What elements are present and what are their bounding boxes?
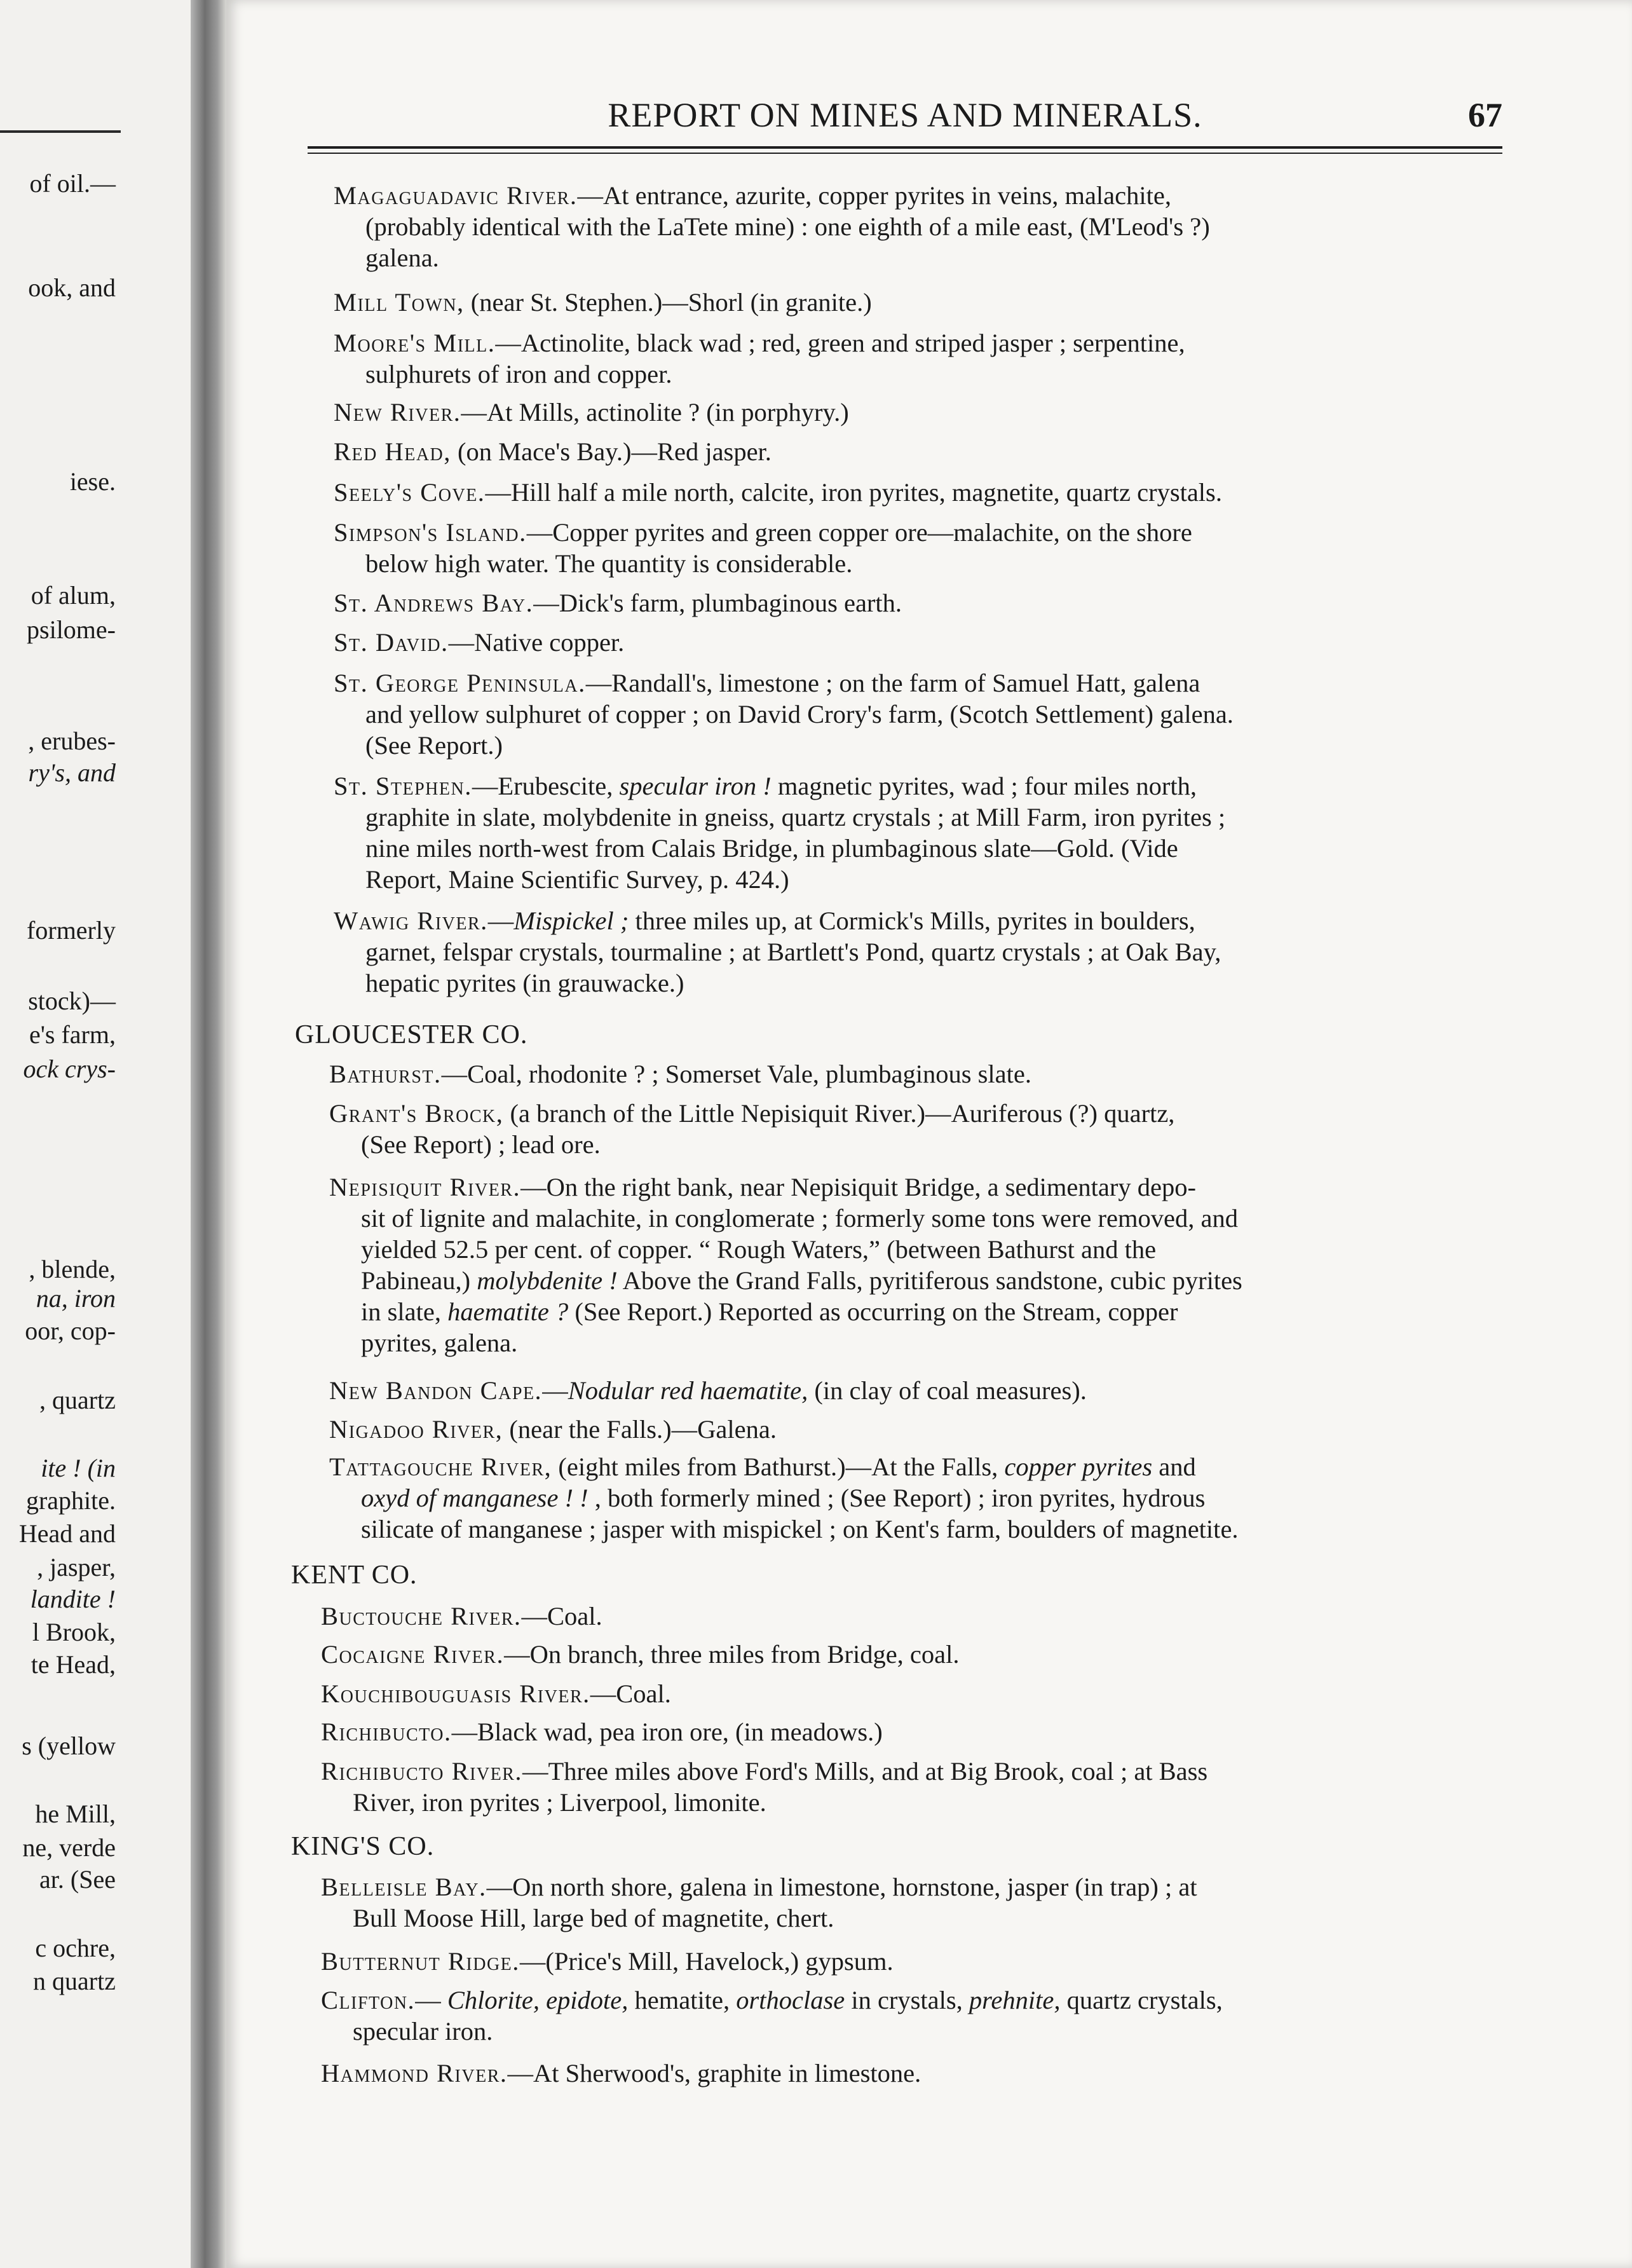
entry-line [321,1716,883,1747]
facing-page-line: s (yellow [22,1732,116,1760]
entry-text: Bull Moose Hill, large bed of magnetite, chert. [353,1904,834,1932]
locality-name: Red Head, [334,437,451,466]
locality-name: Magaguadavic River. [334,181,578,210]
entry-line [334,242,1210,273]
facing-page-line: Head and [18,1519,116,1548]
facing-page-line: ook, and [28,273,116,302]
entry-text: (on Mace's Bay.)—Red jasper. [451,437,772,466]
entry-line [334,436,772,467]
facing-page-line: ry's, and [28,758,116,787]
entry-text: and yellow sulphuret of copper ; on David Crory's farm, (Scotch Settlement) galena. [365,700,1234,728]
locality-entry [334,327,1185,390]
entry-text: Pabineau,) [361,1266,477,1295]
entry-line [321,1946,894,1977]
locality-name: New River. [334,398,461,427]
entry-line [334,864,1225,895]
county-heading: KENT CO. [291,1561,418,1590]
locality-entry [334,627,624,658]
facing-page-line: of oil.— [29,169,116,198]
locality-entry [321,1678,671,1709]
entry-text: quartz crystals, [1060,1986,1223,2014]
entry-line [334,587,902,618]
locality-name: Bathurst. [329,1060,442,1088]
facing-page-line: c ochre, [35,1934,116,1962]
entry-text: —Native copper. [448,628,625,657]
locality-entry [334,287,872,318]
entry-line [321,1787,1207,1818]
entry-line [329,1414,777,1445]
entry-text: —On the right bank, near Nepisiquit Bridge, a sedimentary depo- [520,1173,1196,1201]
italic-mineral-text: Mispickel ; [513,906,629,935]
entry-line [329,1203,1242,1234]
locality-entry [334,587,902,618]
entry-text: —At Mills, actinolite ? (in porphyry.) [461,398,849,427]
facing-page-line: he Mill, [35,1800,116,1828]
locality-name: New Bandon Cape. [329,1376,543,1405]
locality-entry [334,180,1210,273]
italic-mineral-text: molybdenite ! [477,1266,618,1295]
entry-line [334,517,1192,548]
entry-text: —At Sherwood's, graphite in limestone. [507,2059,921,2087]
entry-line [334,936,1221,967]
locality-entry [334,477,1222,508]
entry-text: galena. [365,243,439,272]
entry-text: — [487,906,514,935]
entry-text: sit of lignite and malachite, in conglomerate ; formerly some tons were removed, and [361,1204,1238,1233]
locality-entry [321,1871,1197,1934]
entry-text: (near St. Stephen.)—Shorl (in granite.) [464,288,872,317]
locality-entry [329,1375,1087,1406]
locality-name: Kouchibouguasis River. [321,1679,590,1708]
locality-entry [329,1414,777,1445]
locality-name: Wawig River. [334,906,488,935]
facing-page-line: l Brook, [32,1618,116,1646]
entry-text: sulphurets of iron and copper. [365,360,672,388]
entry-text: —Hill half a mile north, calcite, iron pyrites, magnetite, quartz crystals. [485,478,1222,507]
locality-name: Clifton. [321,1986,416,2014]
locality-name: St. Stephen. [334,772,472,800]
facing-page-line: psilome- [27,615,116,644]
entry-line [334,180,1210,211]
county-heading: KING'S CO. [291,1832,435,1861]
entry-text: —Actinolite, black wad ; red, green and striped jasper ; serpentine, [495,329,1185,357]
facing-page-line: stock)— [28,987,116,1015]
entry-line [334,548,1192,579]
facing-page-line: , jasper, [37,1553,116,1581]
entry-text: graphite in slate, molybdenite in gneiss, quartz crystals ; at Mill Farm, iron pyrites ; [365,803,1226,831]
page-number: 67 [1468,96,1502,134]
entry-text: (eight miles from Bathurst.)—At the Falls, [552,1452,1005,1481]
entry-line [334,699,1234,730]
facing-page-line: , quartz [39,1386,116,1414]
entry-line [329,1451,1239,1482]
locality-name: Nepisiquit River. [329,1173,521,1201]
entry-text: River, iron pyrites ; Liverpool, limonite. [353,1788,766,1817]
facing-page-line: iese. [69,467,116,496]
entry-line [334,802,1225,833]
entry-line [334,905,1221,936]
entry-line [334,477,1222,508]
entry-text: hematite, [628,1986,737,2014]
facing-page-line: , blende, [29,1255,116,1283]
entry-line [329,1375,1087,1406]
entry-text: (probably identical with the LaTete mine) : one eighth of a mile east, (M'Leod's ?) [365,212,1210,241]
entry-text: three miles up, at Cormick's Mills, pyrites in boulders, [629,906,1195,935]
entry-line [334,967,1221,999]
locality-entry [334,770,1225,895]
locality-entry [321,1756,1207,1818]
locality-name: Belleisle Bay. [321,1873,487,1901]
locality-entry [321,1946,894,1977]
entry-text: hepatic pyrites (in grauwacke.) [365,969,684,997]
entry-text: —On north shore, galena in limestone, hornstone, jasper (in trap) ; at [486,1873,1197,1901]
entry-line [329,1058,1031,1090]
entry-text: —On branch, three miles from Bridge, coal. [504,1640,960,1669]
entry-line [321,1756,1207,1787]
entry-text: —Coal, rhodonite ? ; Somerset Vale, plumbaginous slate. [441,1060,1032,1088]
entry-text: (See Report) ; lead ore. [361,1130,601,1159]
locality-entry [321,1601,602,1632]
facing-page-line: ock crys- [23,1055,116,1083]
entry-text: in crystals, [845,1986,969,2014]
locality-name: Nigadoo River, [329,1415,503,1444]
locality-name: Hammond River. [321,2059,508,2087]
entry-line [321,1678,671,1709]
locality-entry [329,1172,1242,1358]
entry-line [321,2016,1223,2047]
facing-page-line: graphite. [25,1486,116,1515]
locality-name: Grant's Brock, [329,1099,504,1128]
locality-name: Tattagouche River, [329,1452,552,1481]
locality-name: Buctouche River. [321,1602,522,1630]
entry-line [329,1265,1242,1296]
facing-page-line: te Head, [31,1650,116,1679]
entry-text: —Copper pyrites and green copper ore—malachite, on the shore [526,518,1192,547]
entry-text: — [415,1986,447,2014]
italic-mineral-text: Chlorite, epidote, [447,1986,629,2014]
entry-text: in slate, [361,1297,448,1326]
locality-entry [334,517,1192,579]
entry-line [334,359,1185,390]
entry-text: —Coal. [590,1679,671,1708]
facing-page-line: oor, cop- [25,1316,116,1345]
locality-entry [321,2058,921,2089]
county-heading: GLOUCESTER CO. [295,1020,528,1049]
entry-line [334,730,1234,761]
entry-line [321,1871,1197,1903]
entry-line [334,287,872,318]
entry-line [334,770,1225,802]
entry-text: , both formerly mined ; (See Report) ; iron pyrites, hydrous [588,1484,1206,1512]
italic-mineral-text: prehnite, [969,1986,1061,2014]
entry-text: pyrites, galena. [361,1329,518,1357]
locality-entry [329,1098,1174,1160]
locality-entry [334,397,849,428]
entry-text: and [1152,1452,1196,1481]
facing-page-line: ite ! (in [41,1454,116,1482]
entry-line [321,2058,921,2089]
entry-line [321,1903,1197,1934]
entry-text: —Three miles above Ford's Mills, and at Big Brook, coal ; at Bass [522,1757,1208,1786]
facing-page-line: of alum, [31,581,116,610]
locality-name: St. David. [334,628,449,657]
italic-mineral-text: Nodular red haematite, [568,1376,808,1405]
facing-page-line: n quartz [33,1967,116,1995]
locality-name: Butternut Ridge. [321,1947,520,1976]
locality-entry [321,1639,960,1670]
entry-text: yielded 52.5 per cent. of copper. “ Rough Waters,” (between Bathurst and the [361,1235,1157,1264]
entry-text: specular iron. [353,2017,493,2046]
entry-text: below high water. The quantity is considerable. [365,549,853,578]
entry-text: —(Price's Mill, Havelock,) gypsum. [519,1947,894,1976]
facing-page-line: landite ! [30,1585,116,1613]
locality-entry [334,667,1234,761]
locality-name: Moore's Mill. [334,329,496,357]
entry-line [321,1984,1223,2016]
entry-text: garnet, felspar crystals, tourmaline ; at Bartlett's Pond, quartz crystals ; at Oak Bay, [365,938,1221,966]
entry-text: (See Report.) [365,731,503,760]
entry-text: —Randall's, limestone ; on the farm of Samuel Hatt, galena [585,669,1200,697]
entry-line [329,1327,1242,1358]
entry-line [321,1601,602,1632]
facing-page-line: ne, verde [22,1833,116,1862]
locality-entry [329,1451,1239,1545]
locality-entry [321,1716,883,1747]
locality-name: St. George Peninsula. [334,669,586,697]
locality-entry [321,1984,1223,2047]
running-head-title: REPORT ON MINES AND MINERALS. [608,96,1202,134]
facing-page-line: formerly [27,916,116,945]
locality-entry [334,905,1221,999]
entry-text: magnetic pyrites, wad ; four miles north, [771,772,1197,800]
facing-page-line: na, iron [36,1284,116,1313]
entry-line [329,1129,1174,1160]
locality-name: Seely's Cove. [334,478,486,507]
locality-entry [334,436,772,467]
locality-name: Simpson's Island. [334,518,527,547]
entry-text: —Erubescite, [472,772,620,800]
entry-line [329,1296,1242,1327]
entry-text: (a branch of the Little Nepisiquit River.)—Auriferous (?) quartz, [503,1099,1175,1128]
locality-name: Richibucto. [321,1718,452,1746]
entry-line [334,211,1210,242]
entry-text: — [542,1376,568,1405]
entry-line [334,397,849,428]
entry-line [334,833,1225,864]
italic-mineral-text: haematite ? [447,1297,569,1326]
facing-page-line: , erubes- [28,727,116,755]
entry-text: —Dick's farm, plumbaginous earth. [533,589,902,617]
entry-line [329,1513,1239,1545]
facing-page-line: ar. (See [39,1865,116,1894]
italic-mineral-text: copper pyrites [1004,1452,1153,1481]
entry-text: (near the Falls.)—Galena. [503,1415,777,1444]
entry-text: (See Report.) Reported as occurring on the Stream, copper [568,1297,1178,1326]
entry-line [321,1639,960,1670]
facing-page-line: e's farm, [29,1020,116,1049]
locality-entry [329,1058,1031,1090]
entry-text: —Coal. [521,1602,602,1630]
entry-line [329,1234,1242,1265]
italic-mineral-text: specular iron ! [619,772,772,800]
entry-line [329,1098,1174,1129]
entry-text: silicate of manganese ; jasper with mispickel ; on Kent's farm, boulders of magnetite. [361,1515,1239,1543]
entry-text: Report, Maine Scientific Survey, p. 424.) [365,865,789,894]
locality-name: St. Andrews Bay. [334,589,534,617]
entry-line [334,667,1234,699]
entry-text: nine miles north-west from Calais Bridge, in plumbaginous slate—Gold. (Vide [365,834,1178,863]
entry-text: (in clay of coal measures). [808,1376,1087,1405]
entry-line [334,327,1185,359]
italic-mineral-text: oxyd of manganese ! ! [361,1484,588,1512]
locality-name: Richibucto River. [321,1757,523,1786]
entry-text: —Black wad, pea iron ore, (in meadows.) [451,1718,883,1746]
entry-text: —At entrance, azurite, copper pyrites in veins, malachite, [577,181,1171,210]
locality-name: Mill Town, [334,288,465,317]
entry-line [334,627,624,658]
entry-text: Above the Grand Falls, pyritiferous sandstone, cubic pyrites [617,1266,1242,1295]
entry-line [329,1482,1239,1513]
locality-name: Cocaigne River. [321,1640,505,1669]
italic-mineral-text: orthoclase [736,1986,845,2014]
entry-line [329,1172,1242,1203]
